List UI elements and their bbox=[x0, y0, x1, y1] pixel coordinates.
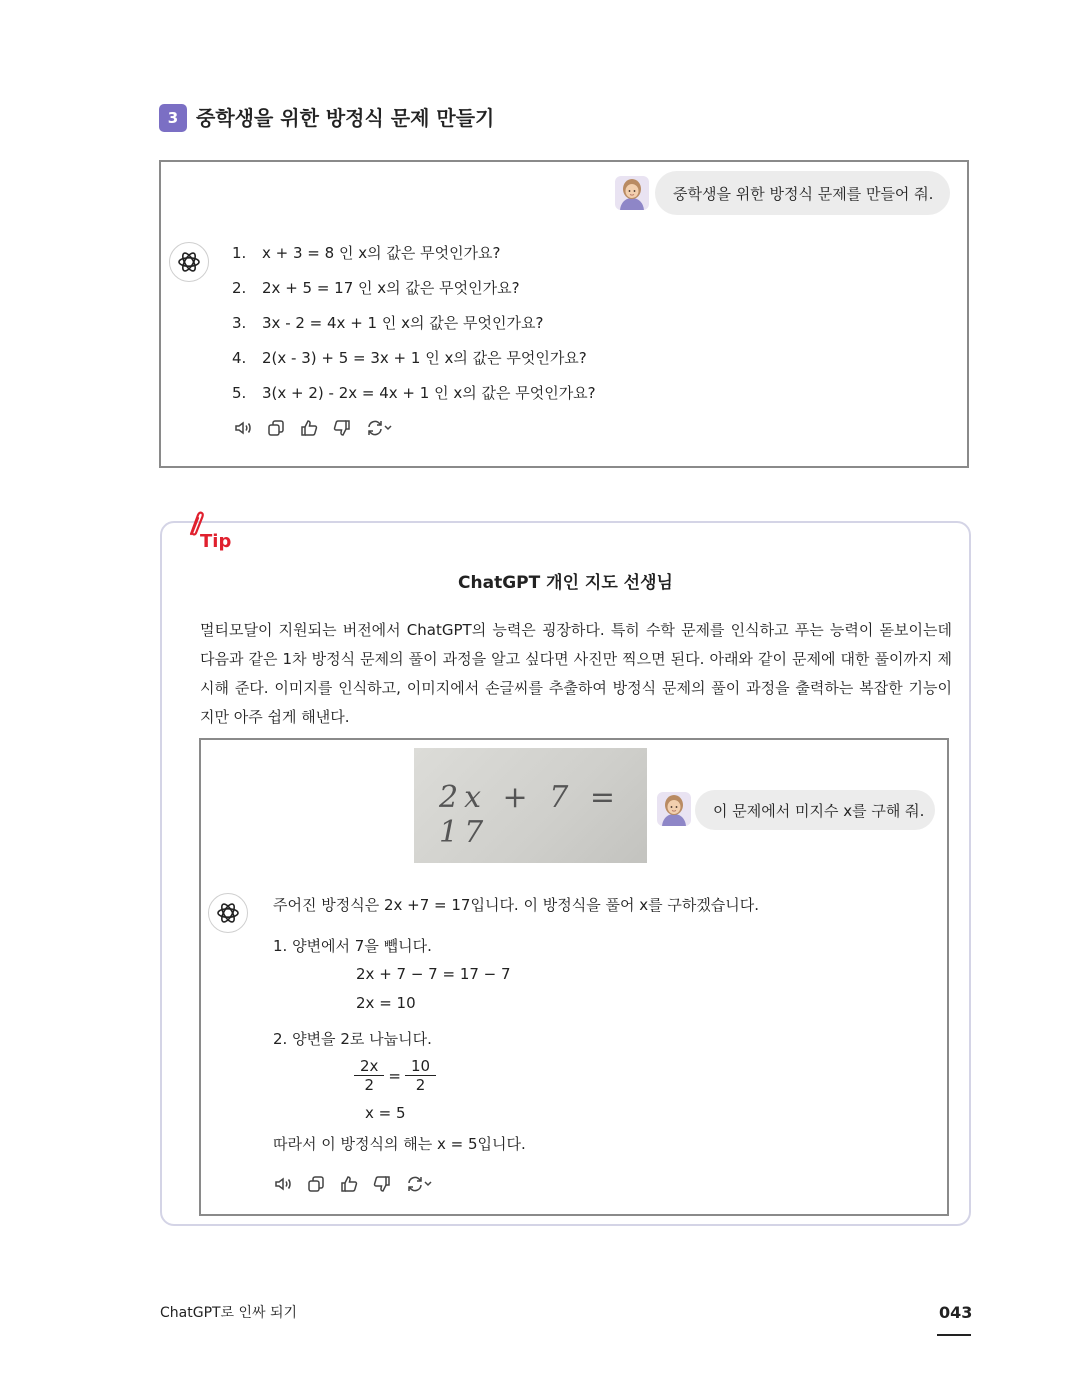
handwritten-equation-photo bbox=[414, 748, 647, 863]
list-item: 2. 2x + 5 = 17 인 x의 값은 무엇인가요? bbox=[232, 279, 520, 297]
list-item: 3. 3x - 2 = 4x + 1 인 x의 값은 무엇인가요? bbox=[232, 314, 544, 332]
thumbs-down-icon[interactable] bbox=[332, 418, 352, 438]
book-title: ChatGPT로 인싸 되기 bbox=[160, 1305, 298, 1321]
answer-intro: 주어진 방정식은 2x +7 = 17입니다. 이 방정식을 풀어 x를 구하겠습니다. bbox=[273, 896, 760, 914]
list-item: 1. x + 3 = 8 인 x의 값은 무엇인가요? bbox=[232, 244, 501, 262]
section-number-badge: 3 bbox=[159, 104, 187, 132]
step2-result: x = 5 bbox=[365, 1104, 406, 1122]
list-item: 5. 3(x + 2) - 2x = 4x + 1 인 x의 값은 무엇인가요? bbox=[232, 384, 596, 402]
list-item: 4. 2(x - 3) + 5 = 3x + 1 인 x의 값은 무엇인가요? bbox=[232, 349, 587, 367]
step1-equation: 2x + 7 − 7 = 17 − 7 bbox=[356, 965, 511, 983]
regenerate-icon[interactable] bbox=[365, 418, 393, 438]
fraction-equation: $\frac{2x}{2}$ = $\frac{10}{2}$ bbox=[354, 1057, 436, 1094]
copy-icon[interactable] bbox=[306, 1174, 326, 1194]
chatgpt-logo-icon bbox=[169, 242, 209, 282]
fraction-left: $\frac{2x}{2}$ bbox=[354, 1057, 384, 1094]
page-number-underline bbox=[937, 1334, 971, 1336]
copy-icon[interactable] bbox=[266, 418, 286, 438]
regenerate-icon[interactable] bbox=[405, 1174, 433, 1194]
section-title: 중학생을 위한 방정식 문제 만들기 bbox=[196, 106, 495, 130]
answer-conclusion: 따라서 이 방정식의 해는 x = 5입니다. bbox=[273, 1135, 526, 1153]
tip-title: ChatGPT 개인 지도 선생님 bbox=[458, 573, 673, 593]
step1-title: 1. 양변에서 7을 뺍니다. bbox=[273, 937, 432, 955]
speaker-icon[interactable] bbox=[273, 1174, 293, 1194]
tip-body-text: 멀티모달이 지원되는 버전에서 ChatGPT의 능력은 굉장하다. 특히 수학 문제를 인식하고 푸는 능력이 돋보이는데 다음과 같은 1차 방정식 문제의 풀이 과정을 알고 싶다면 사진만 찍으면 된다. 아래와 같이 문제에 대한 풀이까지 제시해 준다. 이미지를 인식하고, 이미지에서 손글씨를 추출하여 방정식 문제의 풀이 과정을 출력하는 복잡한 기능이지만 아주 쉽게 해낸다. bbox=[200, 621, 952, 726]
response-actions bbox=[233, 418, 393, 438]
handwritten-equation: 2x + 7 = 17 bbox=[439, 780, 621, 850]
user-avatar bbox=[615, 176, 649, 210]
thumbs-down-icon[interactable] bbox=[372, 1174, 392, 1194]
thumbs-up-icon[interactable] bbox=[339, 1174, 359, 1194]
step1-result: 2x = 10 bbox=[356, 994, 416, 1012]
thumbs-up-icon[interactable] bbox=[299, 418, 319, 438]
page-number: 043 bbox=[939, 1303, 973, 1322]
speaker-icon[interactable] bbox=[233, 418, 253, 438]
fraction-right: $\frac{10}{2}$ bbox=[405, 1057, 436, 1094]
user-message-bubble: 중학생을 위한 방정식 문제를 만들어 줘. bbox=[655, 171, 950, 215]
step2-title: 2. 양변을 2로 나눕니다. bbox=[273, 1030, 432, 1048]
response-actions bbox=[273, 1174, 433, 1194]
tip-label: Tip bbox=[200, 531, 232, 552]
user-message-bubble-2: 이 문제에서 미지수 x를 구해 줘. bbox=[695, 790, 935, 830]
equation-question-list bbox=[232, 236, 596, 411]
user-avatar bbox=[657, 792, 691, 826]
chatgpt-logo-icon bbox=[208, 893, 248, 933]
